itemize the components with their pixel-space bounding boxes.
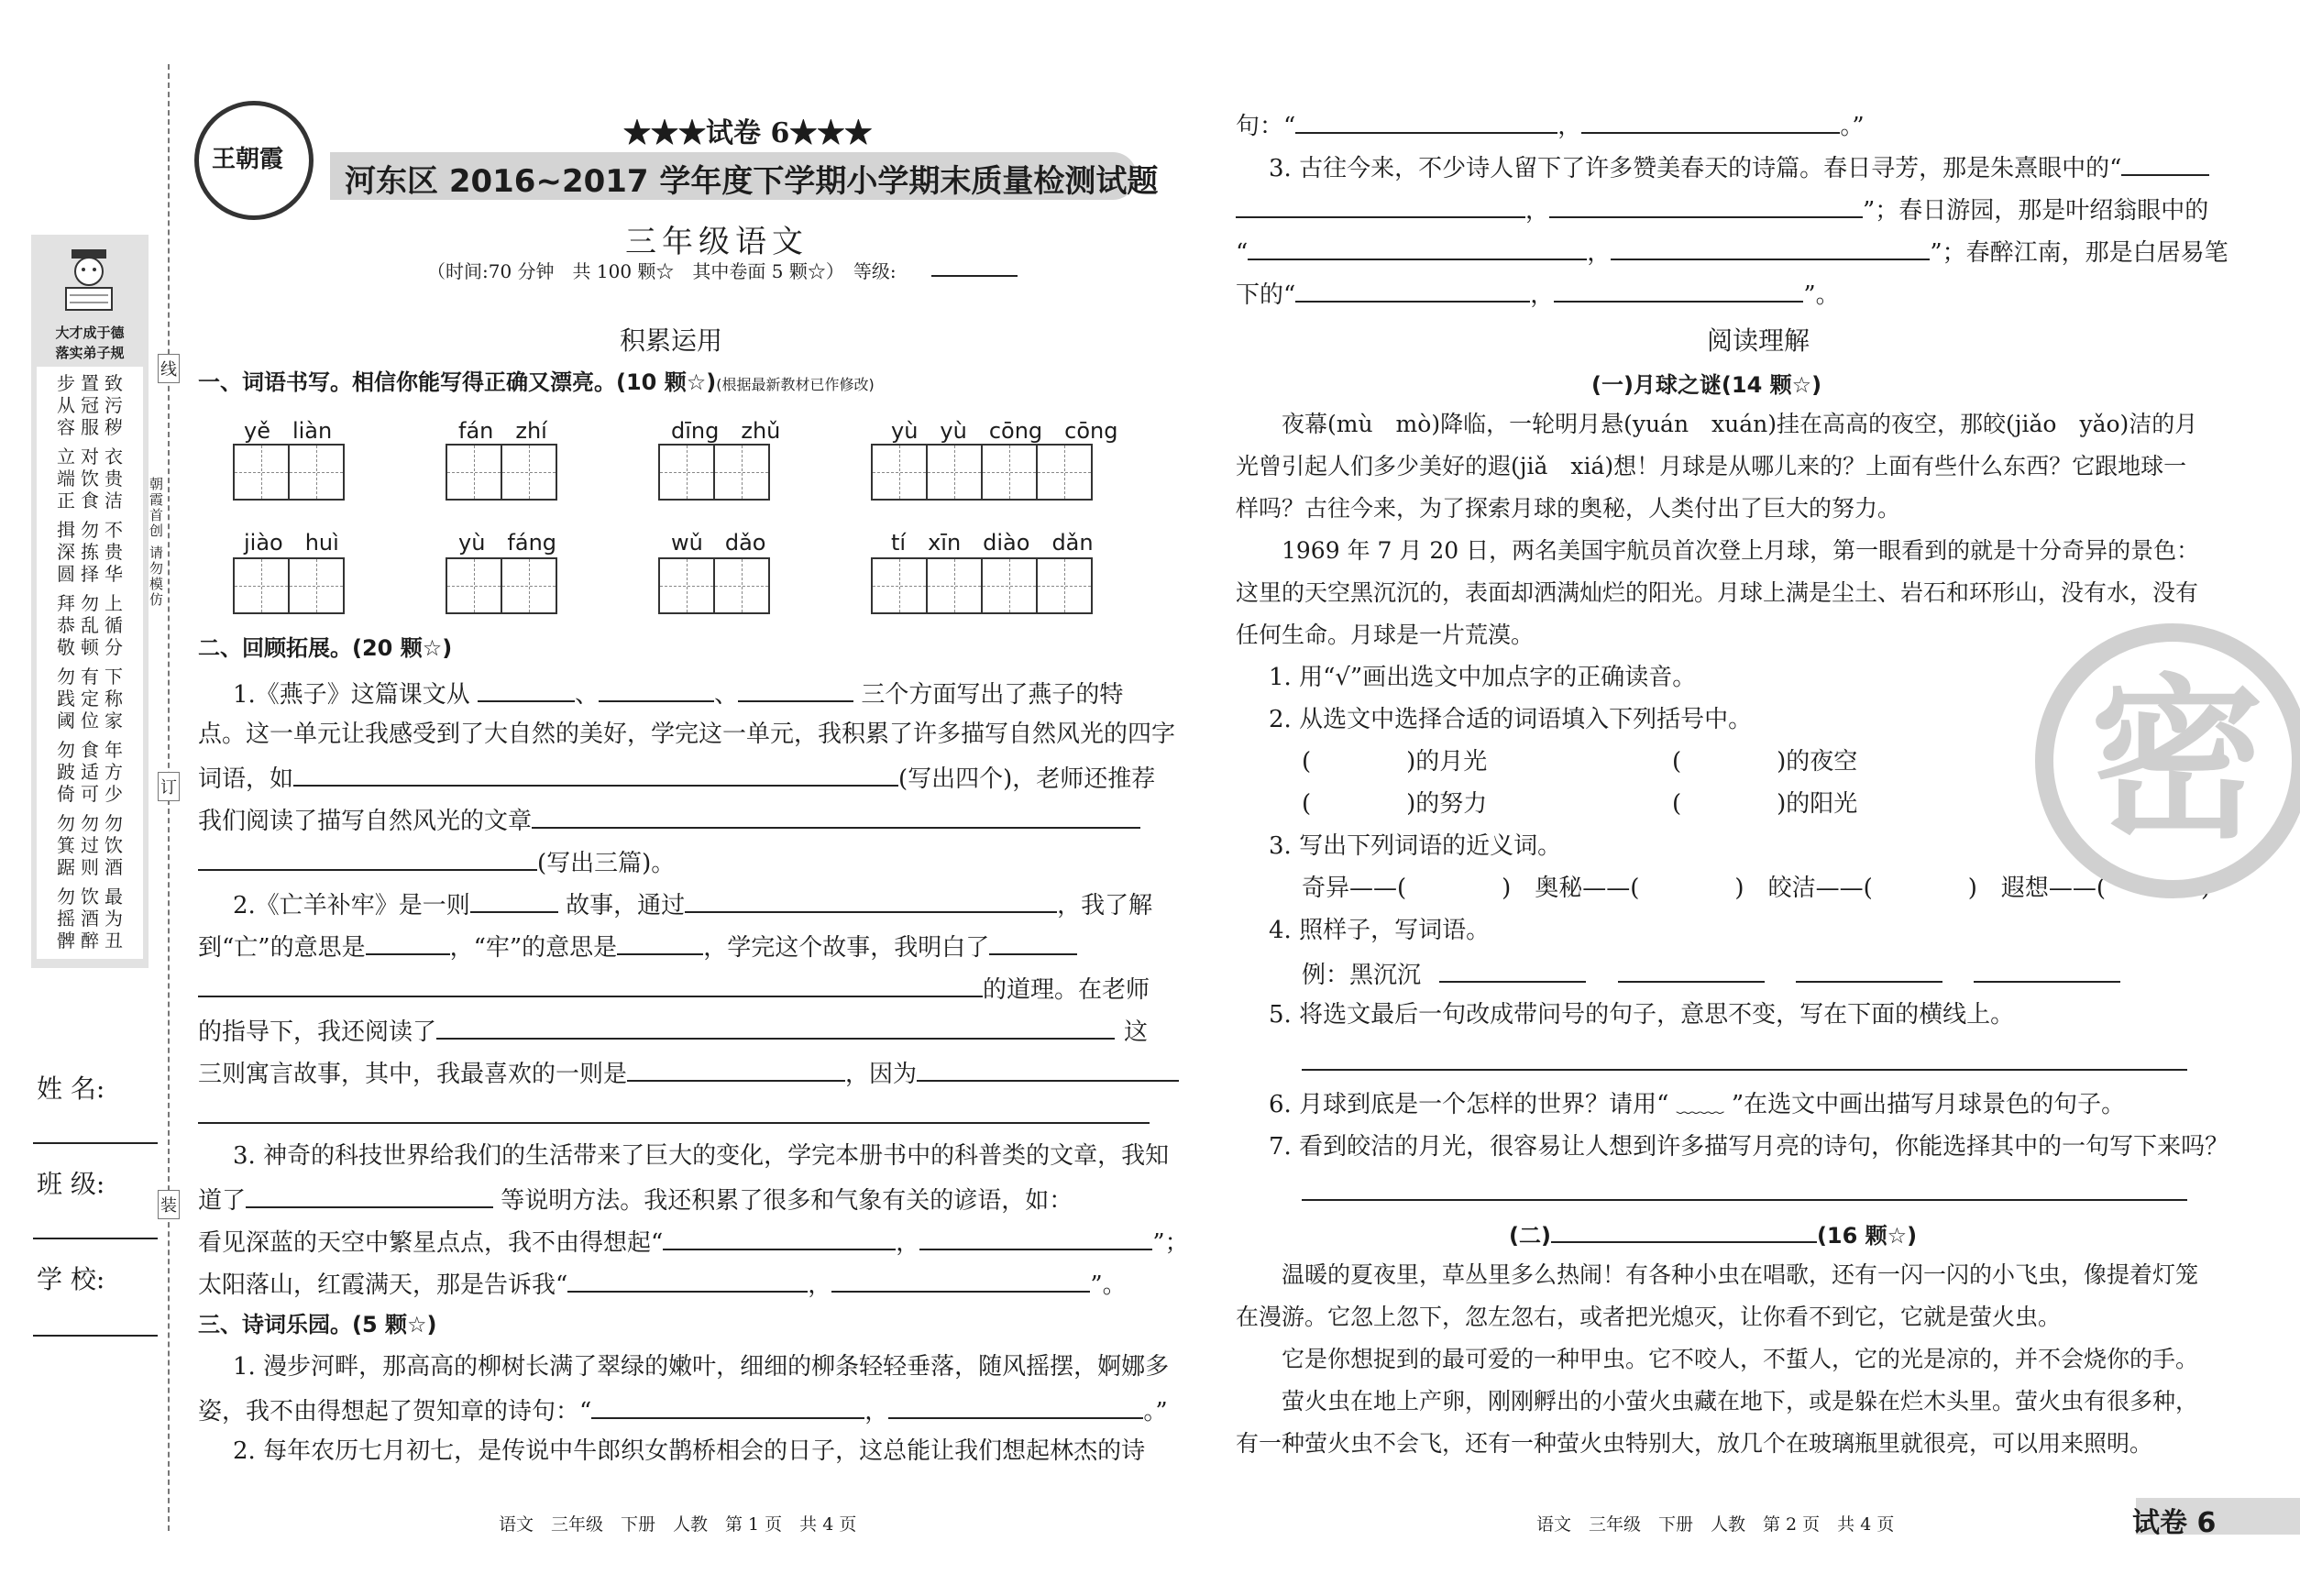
sidebar-verse-col: 饮酒醉 — [81, 886, 99, 952]
q3-1-line1: 1. 漫步河畔，那高高的柳树长满了翠绿的嫩叶，细细的柳条轻轻垂落，随风摇摆，婀娜多 — [233, 1353, 1170, 1381]
question-3-title: 三、诗词乐园。(5 颗☆) — [198, 1312, 437, 1337]
reading-q6: 6. 月球到底是一个怎样的世界？请用“ ﹏﹏ ”在选文中画出描写月球景色的句子。 — [1269, 1091, 2126, 1118]
corner-paper-label: 试卷 6 — [2132, 1507, 2217, 1539]
reading-q2-item[interactable]: ( )的月光 — [1302, 748, 1488, 776]
text: 姿，我不由得想起了贺知章的诗句：“ — [198, 1398, 592, 1425]
answer-blank[interactable] — [1439, 957, 1586, 983]
answer-blank[interactable] — [917, 1056, 1179, 1082]
brand-logo — [194, 101, 314, 220]
answer-blank[interactable] — [685, 887, 1057, 913]
q2-2-line1 — [233, 887, 1152, 921]
scholar-figure-icon — [59, 248, 119, 321]
question-1-title — [198, 367, 875, 401]
reading-q3-items[interactable]: 奇异——( ) 奥秘——( ) 皎洁——( ) 遐想——( ) — [1302, 875, 2211, 902]
text: (写出四个)，老师还推荐 — [898, 765, 1156, 793]
text: 3. 古往今来，不少诗人留下了许多赞美春天的诗篇。春日寻芳，那是朱熹眼中的“ — [1269, 155, 2122, 182]
passage-1-line: 这里的天空黑沉沉的，表面却洒满灿烂的阳光。月球上满是尘土、岩石和环形山，没有水，没有 — [1236, 579, 2199, 606]
sidebar-motto-2: 落实弟子规 — [55, 345, 125, 361]
text: 等说明方法。我还积累了很多和气象有关的谚语，如： — [501, 1187, 1073, 1215]
sidebar-verse-col: 拜恭敬 — [57, 592, 75, 658]
answer-blank[interactable] — [1974, 957, 2120, 983]
seal-mark-ding: 订 — [158, 772, 180, 801]
answer-blank[interactable] — [627, 1056, 845, 1082]
reading-q3: 3. 写出下列词语的近义词。 — [1269, 832, 1562, 860]
answer-blank[interactable] — [599, 677, 714, 702]
text: ”； — [1152, 1229, 1189, 1257]
grade-input-line[interactable] — [931, 275, 1018, 277]
seal-mark-xian: 线 — [158, 354, 180, 383]
passage-2-line: 萤火虫在地上产卵，刚刚孵出的小萤火虫藏在地下，或是躲在烂木头里。萤火虫有很多种， — [1282, 1388, 2199, 1414]
answer-blank[interactable] — [1581, 108, 1840, 134]
text: 2.《亡羊补牢》是一则 — [233, 892, 470, 919]
answer-blank[interactable] — [738, 677, 853, 702]
name-label: 姓 名: — [37, 1073, 105, 1104]
q2-2-line5 — [198, 1056, 1179, 1090]
text: 我们阅读了描写自然风光的文章 — [198, 808, 533, 835]
reading-q7: 7. 看到皎洁的月光，很容易让人想到许多描写月亮的诗句，你能选择其中的一句写下来吗？ — [1269, 1133, 2229, 1161]
text: 的指导下，我还阅读了 — [198, 1018, 437, 1046]
pinyin-label: yù yù cōng cōng — [891, 418, 1118, 444]
writing-grid[interactable] — [871, 444, 1091, 501]
q2-3-line2 — [198, 1183, 1073, 1216]
sidebar-verse-col: 对饮食 — [81, 446, 99, 512]
sidebar-verse-col: 勿拣择 — [81, 519, 99, 585]
passage-2-line: 它是你想捉到的最可爱的一种甲虫。它不咬人，不蜇人，它的光是凉的，并不会烧你的手。 — [1282, 1346, 2199, 1372]
q2-1-line5 — [198, 845, 675, 879]
text: ”。 — [1090, 1271, 1127, 1299]
text: 句：“ — [1236, 113, 1296, 140]
answer-blank[interactable] — [989, 930, 1077, 955]
reading-q2-item[interactable]: ( )的努力 — [1302, 790, 1488, 818]
text: 到“亡”的意思是 — [198, 934, 366, 962]
text: (16 颗☆) — [1816, 1223, 1918, 1249]
sidebar-verse-col: 勿过则 — [81, 812, 99, 878]
passage-title-blank[interactable] — [1551, 1217, 1817, 1243]
text: ，“牢”的意思是 — [449, 934, 618, 962]
pinyin-label: dīng zhǔ — [671, 418, 781, 444]
answer-blank[interactable] — [470, 887, 558, 913]
passage-2-line: 有一种萤火虫不会飞，还有一种萤火虫特别大，放几个在玻璃瓶里就很亮，可以用来照明。 — [1236, 1430, 2153, 1457]
sidebar-verse-col: 步从容 — [57, 372, 75, 438]
answer-blank[interactable] — [1611, 235, 1930, 260]
rq-poem-line: 句：“ ， 。” — [1236, 108, 1865, 142]
q2-3-line1: 3. 神奇的科技世界给我们的生活带来了巨大的变化，学完本册书中的科普类的文章，我知 — [233, 1142, 1170, 1170]
right-page-footer: 语文 三年级 下册 人教 第 2 页 共 4 页 — [1536, 1514, 1895, 1535]
school-input-line[interactable] — [33, 1335, 158, 1337]
brand-logo-text: 王朝霞 — [212, 146, 284, 173]
text: 三则寓言故事，其中，我最喜欢的一则是 — [198, 1061, 628, 1088]
sidebar-motto-1: 大才成于德 — [55, 325, 125, 341]
reading-q2: 2. 从选文中选择合适的词语填入下列括号中。 — [1269, 706, 1753, 733]
reading-q7-answer-line[interactable] — [1302, 1199, 2187, 1201]
q2-2-line4 — [198, 1014, 1148, 1048]
anti-copy-note: 朝霞首创 请勿模仿 — [148, 477, 164, 608]
reading-q4-example — [1302, 957, 2120, 991]
q2-1-line3 — [198, 761, 1155, 795]
writing-grid[interactable] — [871, 557, 1091, 614]
answer-blank[interactable] — [198, 1098, 1150, 1124]
text: ”；春日游园，那是叶绍翁眼中的 — [1863, 197, 2209, 225]
answer-blank[interactable] — [198, 972, 983, 997]
pinyin-label: wǔ dǎo — [671, 530, 766, 556]
q2-1-line4 — [198, 803, 1140, 837]
answer-blank[interactable] — [1248, 235, 1587, 260]
rq3-line1 — [1269, 150, 2209, 184]
question-2-title: 二、回顾拓展。(20 颗☆) — [198, 635, 453, 661]
answer-blank[interactable] — [1796, 957, 1942, 983]
answer-blank[interactable] — [1236, 193, 1525, 218]
passage-1-line: 任何生命。月球是一片荒漠。 — [1236, 622, 1535, 648]
text: “ — [1236, 239, 1249, 267]
confidential-stamp — [2035, 623, 2300, 898]
answer-blank[interactable] — [478, 677, 575, 702]
q2-2-line2 — [198, 930, 1077, 963]
sidebar-verse-col: 最为丑 — [105, 886, 123, 952]
pinyin-label: jiào huì — [244, 530, 339, 556]
q2-2-line3 — [198, 972, 1150, 1006]
passage-1-line: 1969 年 7 月 20 日，两名美国宇航员首次登上月球，第一眼看到的就是十分奇异的景色： — [1282, 537, 2200, 564]
subject-title: 三年级语文 — [625, 224, 809, 260]
reading-q2-item[interactable]: ( )的夜空 — [1672, 748, 1858, 776]
passage-2-line: 温暖的夏夜里，草丛里多么热闹！有各种小虫在唱歌，还有一闪一闪的小飞虫，像提着灯笼 — [1282, 1261, 2199, 1288]
reading-q5-answer-line[interactable] — [1302, 1069, 2187, 1071]
text: 下的“ — [1236, 281, 1296, 309]
answer-blank[interactable] — [1295, 277, 1530, 303]
answer-blank[interactable] — [293, 761, 898, 787]
sidebar-verse-col: 上循分 — [105, 592, 123, 658]
rq3-line3: “ ， ”；春醉江南，那是白居易笔 — [1236, 235, 2228, 269]
q2-1-line2: 点。这一单元让我感受到了大自然的美好，学完这一单元，我积累了许多描写自然风光的四字 — [198, 721, 1176, 748]
exam-info: （时间:70 分钟 共 100 颗☆ 其中卷面 5 颗☆） 等级: — [427, 260, 897, 282]
sidebar-panel — [31, 235, 149, 968]
rq3-line4: 下的“ ， ”。 — [1236, 277, 1840, 311]
sidebar-verse-col: 勿乱顿 — [81, 592, 99, 658]
rq3-line2: ， ”；春日游园，那是叶绍翁眼中的 — [1236, 193, 2208, 226]
sidebar-verse-col: 食适可 — [81, 739, 99, 805]
text: 例：黑沉沉 — [1302, 962, 1422, 989]
sidebar-verse-col: 勿践阈 — [57, 666, 75, 732]
reading-q2-item[interactable]: ( )的阳光 — [1672, 790, 1858, 818]
sidebar-verse-col: 揖深圆 — [57, 519, 75, 585]
passage-2-title — [1509, 1217, 1917, 1251]
answer-blank[interactable] — [2121, 150, 2209, 176]
sidebar-verse-col: 有定位 — [81, 666, 99, 732]
section-title-reading: 阅读理解 — [1707, 325, 1810, 356]
reading-q5: 5. 将选文最后一句改成带问号的句子，意思不变，写在下面的横线上。 — [1269, 1001, 2015, 1029]
answer-blank[interactable] — [831, 1267, 1090, 1293]
text: 道了 — [198, 1187, 247, 1215]
sidebar-verse-col: 立端正 — [57, 446, 75, 512]
reading-q1: 1. 用“√”画出选文中加点字的正确读音。 — [1269, 664, 1697, 691]
exam-title: 河东区 2016~2017 学年度下学期小学期末质量检测试题 — [345, 163, 1159, 200]
passage-1-line: 光曾引起人们多少美好的遐(jiǎ xiá)想！月球是从哪儿来的？上面有些什么东西？它跟地球一 — [1236, 453, 2187, 479]
writing-grid[interactable] — [446, 557, 556, 614]
sidebar-verse-col: 下称家 — [105, 666, 123, 732]
text: 。” — [1840, 113, 1865, 140]
sidebar-verse-col: 勿箕踞 — [57, 812, 75, 878]
school-label: 学 校: — [37, 1264, 105, 1294]
answer-blank[interactable] — [1295, 108, 1557, 134]
seal-mark-zhuang: 装 — [158, 1190, 180, 1219]
class-input-line[interactable] — [33, 1238, 158, 1239]
text: (写出三篇)。 — [537, 850, 676, 877]
writing-grid[interactable] — [233, 557, 343, 614]
pinyin-label: yù fáng — [458, 530, 557, 556]
writing-grid[interactable] — [446, 444, 556, 501]
sidebar-verse-col: 年方少 — [105, 739, 123, 805]
text: 词语，如 — [198, 765, 294, 793]
answer-blank[interactable] — [919, 1225, 1152, 1250]
q2-3-line3: 看见深蓝的天空中繁星点点，我不由得想起“ ， ”； — [198, 1225, 1189, 1259]
question-1-note: (根据最新教材已作修改) — [716, 376, 875, 393]
answer-blank[interactable] — [198, 845, 537, 871]
text: ”。 — [1803, 281, 1840, 309]
answer-blank[interactable] — [663, 1225, 896, 1250]
sidebar-verse-col: 置冠服 — [81, 372, 99, 438]
writing-grid[interactable] — [658, 557, 768, 614]
text: 。” — [1143, 1398, 1168, 1425]
sidebar-verse-col: 衣贵洁 — [105, 446, 123, 512]
q2-2-line6 — [198, 1098, 1150, 1132]
answer-blank[interactable] — [246, 1183, 493, 1208]
name-input-line[interactable] — [33, 1142, 158, 1144]
text: ，我了解 — [1057, 892, 1153, 919]
writing-grid[interactable] — [233, 444, 343, 501]
text: ，因为 — [845, 1061, 918, 1088]
sidebar-verse-col: 勿饮酒 — [105, 812, 123, 878]
answer-blank[interactable] — [532, 803, 1140, 829]
sidebar-verse-col: 致污秽 — [105, 372, 123, 438]
text: 故事，通过 — [566, 892, 686, 919]
passage-2-line: 在漫游。它忽上忽下，忽左忽右，或者把光熄灭，让你看不到它，它就是萤火虫。 — [1236, 1304, 2062, 1330]
q2-3-line4: 太阳落山，红霞满天，那是告诉我“ ， ”。 — [198, 1267, 1127, 1301]
q3-2-line1: 2. 每年农历七月初七，是传说中牛郎织女鹊桥相会的日子，这总能让我们想起林杰的诗 — [233, 1437, 1146, 1465]
text: (二) — [1509, 1223, 1551, 1249]
stamp-char: 密 — [2090, 659, 2265, 862]
answer-blank[interactable] — [567, 1267, 808, 1293]
text: 太阳落山，红霞满天，那是告诉我“ — [198, 1271, 568, 1299]
answer-blank[interactable] — [1554, 277, 1803, 303]
answer-blank[interactable] — [366, 930, 450, 955]
q2-1-line1: 1.《燕子》这篇课文从 、 、 三个方面写出了燕子的特 — [233, 677, 1123, 710]
answer-blank[interactable] — [617, 930, 703, 955]
section-title-accumulation: 积累运用 — [620, 325, 723, 356]
paper-number-label: ★★★试卷 6★★★ — [623, 117, 873, 149]
sidebar-verse-col: 勿摇髀 — [57, 886, 75, 952]
left-page-footer: 语文 三年级 下册 人教 第 1 页 共 4 页 — [499, 1514, 857, 1535]
answer-blank[interactable] — [436, 1014, 1115, 1040]
text: 1.《燕子》这篇课文从 — [233, 681, 470, 709]
text: 的道理。在老师 — [983, 976, 1150, 1004]
question-1-text: 一、词语书写。相信你能写得正确又漂亮。(10 颗☆) — [198, 369, 717, 395]
answer-blank[interactable] — [591, 1393, 864, 1419]
pinyin-label: tí xīn diào dǎn — [891, 530, 1094, 556]
passage-1-title: (一)月球之谜(14 颗☆) — [1591, 372, 1822, 398]
reading-q4: 4. 照样子，写词语。 — [1269, 917, 1491, 944]
text: ”；春醉江南，那是白居易笔 — [1930, 239, 2228, 267]
sidebar-verse-col: 不贵华 — [105, 519, 123, 585]
writing-grid[interactable] — [658, 444, 768, 501]
q3-1-line2: 姿，我不由得想起了贺知章的诗句：“ ， 。” — [198, 1393, 1168, 1427]
passage-1-line: 样吗？古往今来，为了探索月球的奥秘，人类付出了巨大的努力。 — [1236, 495, 1901, 522]
text: 看见深蓝的天空中繁星点点，我不由得想起“ — [198, 1229, 664, 1257]
pinyin-label: yě liàn — [244, 418, 333, 444]
text: ，学完这个故事，我明白了 — [703, 934, 990, 962]
class-label: 班 级: — [37, 1169, 105, 1199]
sidebar-verse-col: 勿跛倚 — [57, 739, 75, 805]
text: 三个方面写出了燕子的特 — [861, 681, 1124, 709]
answer-blank[interactable] — [1549, 193, 1863, 218]
text: 这 — [1124, 1018, 1149, 1046]
answer-blank[interactable] — [888, 1393, 1143, 1419]
answer-blank[interactable] — [1618, 957, 1765, 983]
passage-1-line: 夜幕(mù mò)降临，一轮明月悬(yuán xuán)挂在高高的夜空，那皎(jiǎo yǎo)洁的月 — [1282, 411, 2198, 437]
pinyin-label: fán zhí — [458, 418, 547, 444]
